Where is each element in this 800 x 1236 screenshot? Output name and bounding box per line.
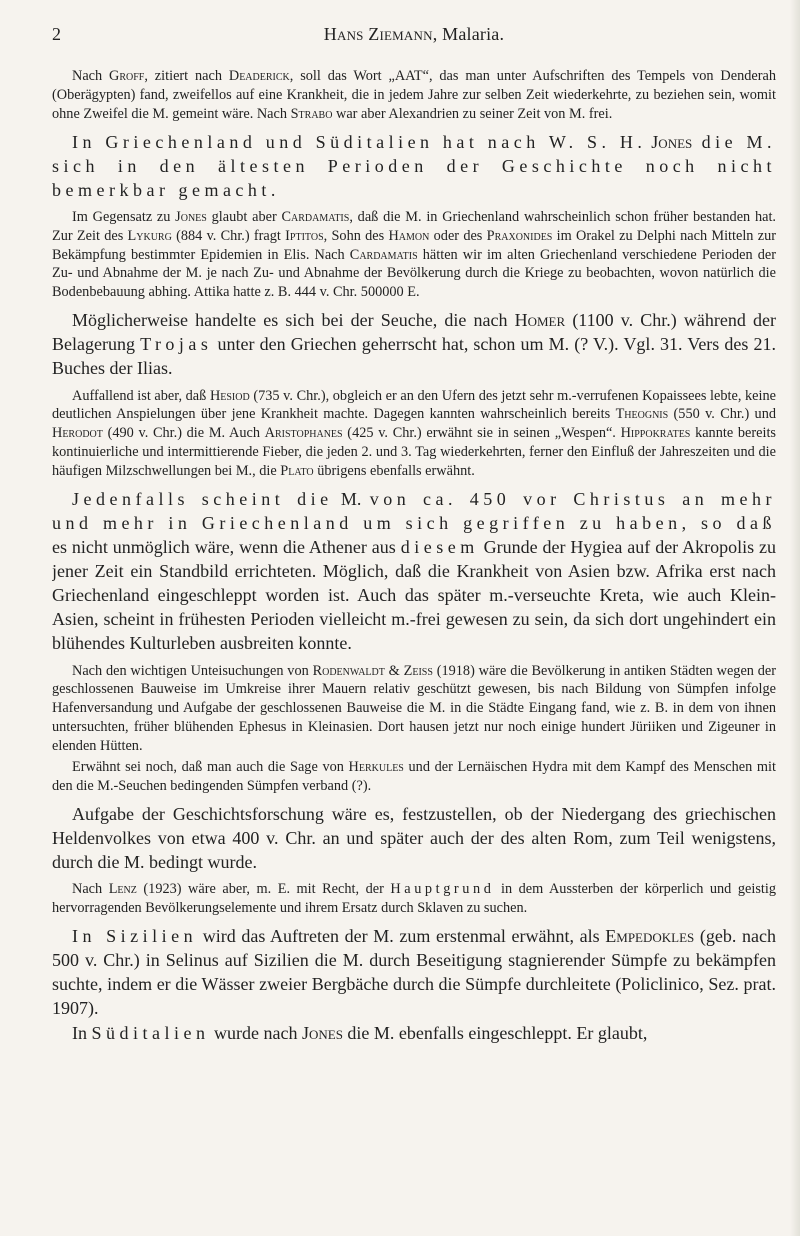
- spaced-text: diesem: [400, 537, 479, 558]
- text: Im Gegensatz zu: [72, 208, 176, 225]
- author-name: Deaderick: [228, 68, 290, 84]
- text: In: [72, 1023, 92, 1044]
- running-title-author: Hans Ziemann: [323, 24, 433, 44]
- paragraph-3: [52, 208, 776, 302]
- author-name: Rodenwaldt: [312, 662, 385, 679]
- text: in dem Aussterben der körperlich und geistig hervorragenden Bevölkerungselemente und ihrem Ersatz durch Sklaven zu suchen.: [52, 880, 776, 916]
- page-header: [52, 24, 776, 55]
- spaced-text: Süditalien: [91, 1023, 210, 1044]
- author-name: Lenz: [108, 880, 137, 897]
- paragraph-6: [52, 487, 776, 656]
- text: übrigens ebenfalls erwähnt.: [313, 462, 475, 479]
- text: M.: [332, 488, 370, 509]
- spaced-text: die M. sich in den ältesten Perioden der Geschichte noch nicht bemerkbar gemacht.: [52, 131, 776, 200]
- text: oder des: [429, 227, 487, 244]
- paragraph-4: [52, 308, 776, 380]
- running-title: [52, 24, 776, 45]
- paragraph-5: [52, 387, 776, 481]
- text: (1100 v. Chr.) während der Belagerung: [52, 310, 776, 355]
- spaced-text: Hauptgrund: [390, 880, 495, 897]
- author-name: Jones: [651, 131, 693, 152]
- text: wurde nach: [209, 1023, 302, 1044]
- text: war aber Alexandrien zu seiner Zeit von M. frei.: [332, 105, 613, 122]
- paragraph-11: [52, 924, 776, 1020]
- paragraph-1: [52, 67, 776, 124]
- running-title-subject: Malaria.: [442, 24, 505, 44]
- text: die M. ebenfalls eingeschleppt. Er glaubt,: [342, 1023, 648, 1044]
- text: im Orakel zu Delphi nach Mitteln zur Bekämpfung bestimmter Epidemien in Elis. Nach: [52, 227, 776, 263]
- author-name: Jones: [301, 1023, 343, 1044]
- spaced-text: von ca. 450 vor Christus an mehr und mehr in Griechenland um sich gegriffen zu haben, so daß: [52, 488, 776, 533]
- text: es nicht unmöglich wäre, wenn die Athener aus: [52, 537, 401, 558]
- text: Nach: [72, 68, 110, 84]
- author-name: Cardamatis: [281, 208, 350, 225]
- paragraph-9: [52, 802, 776, 874]
- text: Auffallend ist aber, daß: [72, 387, 210, 404]
- paragraph-8: [52, 758, 776, 796]
- paragraph-7: [52, 662, 776, 756]
- author-name: Praxonides: [486, 227, 553, 244]
- text: (735 v. Chr.), obgleich er an den Ufern des jetzt sehr m.-verrufenen Kopaissees lebte, keine deutlichen Anspielungen über jene Krankheit machte. Dagegen kannten wahrscheinlich bereits: [52, 387, 776, 423]
- spaced-text: Trojas: [140, 334, 213, 355]
- text: (550 v. Chr.) und: [668, 406, 776, 423]
- page-content: [52, 67, 776, 1045]
- author-name: Iptitos: [285, 227, 324, 244]
- author-name: Homer: [514, 310, 566, 331]
- author-name: Empedokles: [605, 925, 695, 946]
- paragraph-2: [52, 130, 776, 202]
- book-page: [52, 24, 776, 1212]
- text: (884 v. Chr.) fragt: [171, 227, 286, 244]
- text: , Sohn des: [323, 227, 389, 244]
- text: , daß die M. in Griechenland wahrscheinlich schon früher bestanden hat. Zur Zeit des: [52, 208, 776, 244]
- text: (425 v. Chr.) erwähnt sie in seinen „Wespen“.: [342, 425, 621, 442]
- author-name: Plato: [280, 462, 314, 479]
- author-name: Zeiss: [403, 662, 433, 679]
- author-name: Jones: [175, 208, 207, 225]
- text: , soll das Wort „AAT“, das man unter Aufschriften des Tempels von Denderah (Oberägypten) fand, zweifellos auf eine Krankheit, die in jedem Jahre zur selben Zeit wiederkehrte, zu beziehen sein, womit ohne Zweifel die M. gemeint wäre. Nach: [52, 68, 776, 122]
- author-name: Hippokrates: [620, 425, 691, 442]
- author-name: Aristophanes: [264, 425, 343, 442]
- text: Möglicherweise handelte es sich bei der Seuche, die nach: [72, 310, 515, 331]
- text: unter den Griechen geherrscht hat, schon um M. (? V.). Vgl. 31. Vers des 21. Buches der Ilias.: [52, 334, 776, 379]
- text: (geb. nach 500 v. Chr.) in Selinus auf Sizilien die M. durch Beseitigung stagnierender Sümpfe zu bekämpfen suchte, indem er die Wässer zweier Bergbäche durch die Sümpfe durchleitete (Policlinico, Sez. prat. 1907).: [52, 925, 776, 1018]
- spaced-text: In Griechenland und Süditalien hat nach W. S. H.: [72, 131, 647, 152]
- author-name: Theognis: [615, 406, 669, 423]
- author-name: Groff: [109, 68, 145, 84]
- author-name: Hesiod: [209, 387, 250, 404]
- author-name: Strabo: [290, 105, 333, 122]
- author-name: Lykurg: [127, 227, 172, 244]
- page-number: 2: [52, 24, 62, 44]
- spaced-text: Jedenfalls scheint die: [72, 488, 333, 509]
- spaced-text: In Sizilien: [72, 925, 198, 946]
- paragraph-10: [52, 880, 776, 918]
- text: (1923) wäre aber, m. E. mit Recht, der: [136, 880, 391, 897]
- text: (490 v. Chr.) die M. Auch: [102, 425, 265, 442]
- text: Nach: [72, 880, 109, 897]
- text: (1918) wäre die Bevölkerung in antiken Städten wegen der geschlossenen Bauweise im Umkreise ihrer Mauern relativ geschützt gewesen, bis nach Bildung von Sümpfen infolge Hafenversandung und Aufgabe der geschlossenen Bauweise die M. in die Städte Eingang fand, wie z. B. in dem von ihnen untersuchten, früher blühenden Ephesus in Kleinasien. Dort hausen jetzt nur noch einige hundert Jüriiken und Zigeuner in elenden Hütten.: [52, 662, 776, 755]
- text: Nach den wichtigen Unteisuchungen von: [72, 662, 313, 679]
- paragraph-12: [52, 1021, 776, 1045]
- text: Aufgabe der Geschichtsforschung wäre es, festzustellen, ob der Niedergang des griechischen Heldenvolkes von etwa 400 v. Chr. an und später auch der des alten Rom, zum Teil wenigstens, durch die M. bedingt wurde.: [52, 803, 776, 872]
- text: wird das Auftreten der M. zum erstenmal erwähnt, als: [197, 925, 606, 946]
- text: Erwähnt sei noch, daß man auch die Sage von: [72, 758, 349, 775]
- text: glaubt aber: [206, 208, 282, 225]
- text: Grunde der Hygiea auf der Akropolis zu jener Zeit ein Standbild errichteten. Möglich, daß die Krankheit von Asien bzw. Afrika erst nach Griechenland eingeschleppt worden ist. Auch das später m.-verseuchte Kreta, wie auch Klein-Asien, scheint in frühesten Perioden vielleicht m.-frei gewesen zu sein, da sich dort ungehindert ein blühendes Kulturleben ausbreiten konnte.: [52, 537, 776, 654]
- author-name: Cardamatis: [349, 246, 418, 263]
- running-title-separator: ,: [432, 24, 443, 44]
- author-name: Herkules: [348, 758, 404, 775]
- text: hätten wir im alten Griechenland verschiedene Perioden der Zu- und Abnahme der M. je nach Zu- und Abnahme der Bevölkerung durch die Kriege zu beobachten, wovon natürlich die Bodenbebauung abhing. Attika hatte z. B. 444 v. Chr. 500000 E.: [52, 246, 776, 301]
- author-name: Hamon: [388, 227, 430, 244]
- text: und der Lernäischen Hydra mit dem Kampf des Menschen mit den die M.-Seuchen bedingenden Sümpfen verband (?).: [52, 758, 776, 794]
- page-edge-shadow: [790, 0, 800, 1236]
- text: &: [384, 662, 404, 679]
- text: kannte bereits kontinuierliche und intermittierende Fieber, die jeden 2. und 3. Tag wiederkehrten, ferner den Einfluß der Jahreszeiten und die häufigen Milzschwellungen bei M., die: [52, 425, 776, 479]
- text: , zitiert nach: [144, 68, 229, 84]
- author-name: Herodot: [52, 425, 103, 442]
